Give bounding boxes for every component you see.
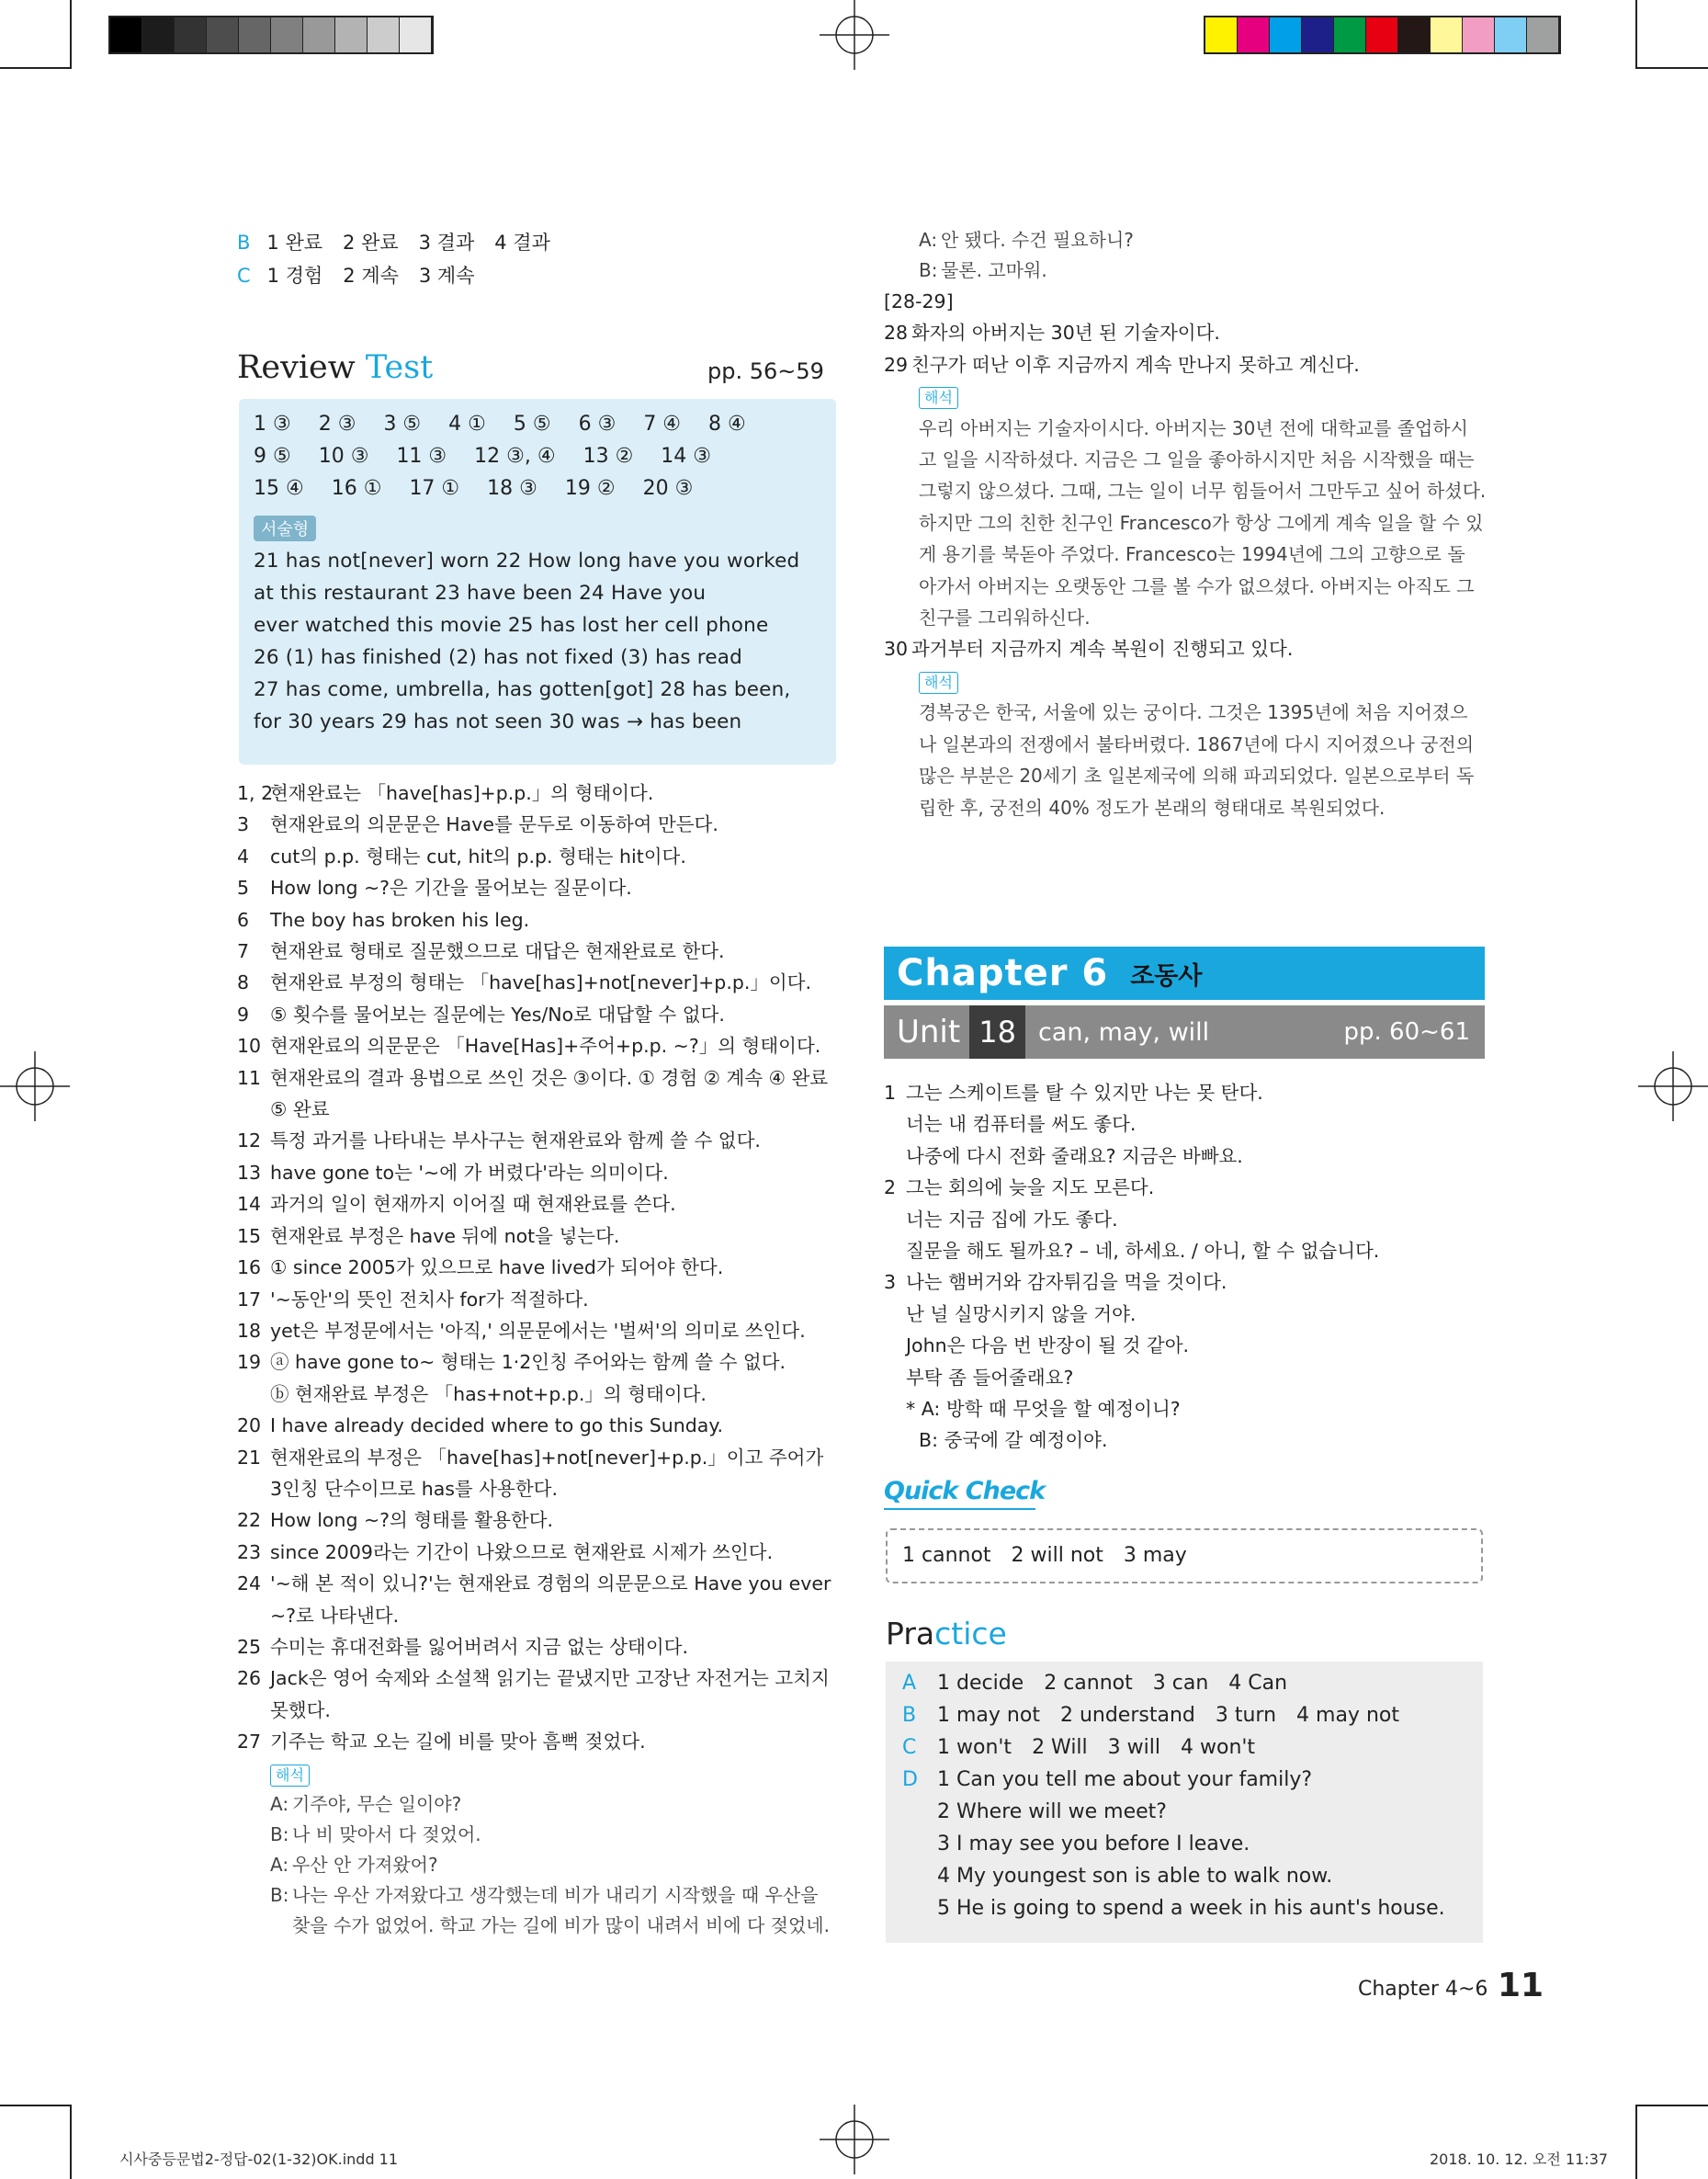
answer-item: 3 ⑤ [383, 413, 422, 436]
explanation-item [237, 1188, 836, 1220]
written-answer-line: for 30 years 29 has not seen 30 was → has been [254, 710, 742, 733]
translation-line: 우리 아버지는 기술자이시다. 아버지는 30년 전에 대학교를 졸업하시 [919, 416, 1468, 439]
dialog-text: 나는 우산 가져왔다고 생각했는데 비가 내리기 시작했을 때 우산을 [292, 1884, 819, 1906]
unit-pages: pp. 60~61 [1343, 1018, 1470, 1046]
practice-item: 1 may not [937, 1704, 1040, 1727]
explanation-number: 6 [237, 908, 250, 931]
explanation-item: 30 과거부터 지금까지 계속 복원이 진행되고 있다. [884, 638, 1294, 661]
translation-line: 고 일을 시작하셨다. 지금은 그 일을 좋아하시지만 처음 시작했을 때는 [919, 448, 1475, 471]
example-number [884, 1108, 906, 1140]
crop-mark [0, 2105, 70, 2106]
explanation-text: 기주는 학교 오는 길에 비를 맞아 흠뻑 젖었다. [270, 1731, 646, 1753]
practice-item: 2 cannot [1044, 1672, 1133, 1695]
gray-swatch [142, 17, 175, 52]
answer-item: 13 ② [583, 445, 634, 468]
explanation-item [237, 1379, 836, 1410]
explanation-item [237, 841, 836, 872]
answer-item: 1 ③ [254, 413, 291, 436]
explanation-text: ⑤ 횟수를 물어보는 질문에는 Yes/No로 대답할 수 없다. [270, 1003, 725, 1026]
answer-item: 5 ⑤ [513, 413, 551, 436]
unit-label: Unit [897, 1014, 961, 1050]
explanation-item [237, 1537, 836, 1568]
section-bc-answers [237, 226, 836, 292]
practice-item: 4 may not [1296, 1704, 1399, 1727]
color-swatch [1431, 17, 1463, 52]
gray-swatch [175, 17, 207, 52]
quick-check-item: 3 may [1123, 1544, 1187, 1567]
explanation-number: 5 [237, 877, 250, 900]
unit-subtitle: can, may, will [1037, 1017, 1210, 1047]
explanation-item [237, 1252, 836, 1283]
example-item [884, 1077, 1486, 1108]
explanation-number: 14 [237, 1193, 262, 1216]
explanation-text: since 2009라는 기간이 나왔으므로 현재완료 시제가 쓰인다. [270, 1540, 774, 1563]
example-number [884, 1204, 906, 1235]
explanation-number: 12 [237, 1129, 262, 1152]
crop-mark [70, 2105, 72, 2179]
gray-swatch [271, 17, 303, 52]
gray-swatch [368, 17, 400, 52]
explanation-item [237, 777, 836, 809]
color-swatch [1238, 17, 1270, 52]
example-text: John은 다음 번 반장이 될 것 같아. [906, 1334, 1190, 1357]
practice-item: 1 decide [937, 1672, 1024, 1695]
example-text: 질문을 해도 될까요? – 네, 하세요. / 아니, 할 수 없습니다. [906, 1240, 1380, 1263]
explanation-text: The boy has broken his leg. [270, 908, 530, 931]
practice-item: 2 understand [1059, 1704, 1195, 1727]
color-swatch-bar [1204, 16, 1561, 54]
practice-row [902, 1796, 1466, 1828]
explanation-text: '~해 본 적이 있니?'는 현재완료 경험의 의문문으로 Have you ever ~?로 나타낸다. [270, 1572, 831, 1627]
example-number: 1 [884, 1082, 897, 1104]
dialog-text: 안 됐다. 수건 필요하니? [941, 229, 1134, 251]
answer-row [254, 472, 821, 505]
example-item [884, 1204, 1486, 1235]
explanation-text: '~동안'의 뜻인 전치사 for가 적절하다. [270, 1288, 589, 1311]
example-text: B: 중국에 갈 예정이야. [919, 1429, 1108, 1452]
explanation-text: ① since 2005가 있으므로 have lived가 되어야 한다. [270, 1256, 724, 1279]
quick-check-underline [884, 1508, 1035, 1510]
explanation-item [237, 1125, 836, 1156]
explanation-item [237, 1631, 836, 1663]
example-number: 2 [884, 1176, 897, 1199]
gray-swatch [207, 17, 239, 52]
practice-row [902, 1860, 1466, 1892]
dialog-line [237, 1789, 836, 1820]
speaker-label: B: [270, 1884, 289, 1906]
explanation-item: 28 화자의 아버지는 30년 된 기술자이다. [884, 322, 1220, 345]
translation-line: 아가서 아버지는 오랫동안 그를 볼 수가 없으셨다. 아버지는 아직도 그 [919, 574, 1475, 597]
explanation-number: 19 [237, 1351, 262, 1374]
practice-row [902, 1892, 1466, 1924]
explanation-text: 현재완료의 부정은 「have[has]+not[never]+p.p.」이고 주어가 3인칭 단수이므로 has를 사용한다. [270, 1446, 824, 1500]
color-swatch [1495, 17, 1527, 52]
example-text: 나는 햄버거와 감자튀김을 먹을 것이다. [906, 1271, 1227, 1294]
gray-swatch [303, 17, 335, 52]
practice-item: 4 won't [1181, 1736, 1256, 1759]
explanation-item [237, 809, 836, 840]
review-test-title: Review Test [237, 349, 434, 386]
explanation-item [237, 936, 836, 967]
speaker-label: B: [270, 1823, 289, 1845]
practice-row [902, 1828, 1466, 1860]
review-answer-box [239, 399, 836, 765]
print-slug-timestamp: 2018. 10. 12. 오전 11:37 [1430, 2151, 1609, 2168]
practice-item: 5 He is going to spend a week in his aunt's house. [937, 1897, 1445, 1920]
chapter-header [884, 947, 1485, 1000]
answer-item: 4 결과 [494, 232, 550, 254]
explanation-text: 현재완료의 의문문은 Have를 문두로 이동하여 만든다. [270, 813, 718, 836]
example-number: 3 [884, 1271, 897, 1294]
translation-line: 많은 부분은 20세기 초 일본제국에 의해 파괴되었다. 일본으로부터 독 [919, 765, 1475, 788]
translation-line: 경복궁은 한국, 서울에 있는 궁이다. 그것은 1395년에 처음 지어졌으 [919, 701, 1468, 724]
quick-check-box [886, 1528, 1483, 1583]
practice-letter [902, 1796, 937, 1828]
explanation-text: Jack은 영어 숙제와 소설책 읽기는 끝냈지만 고장난 자전거는 고치지 못했다. [270, 1667, 830, 1721]
practice-item: 1 won't [937, 1736, 1012, 1759]
explanation-item [237, 1315, 836, 1346]
practice-item: 3 will [1107, 1736, 1160, 1759]
explanation-item [237, 999, 836, 1030]
dialog-line [237, 1911, 836, 1941]
written-answer-line: at this restaurant 23 have been 24 Have you [254, 582, 707, 605]
unit-number: 18 [969, 1005, 1025, 1059]
registration-mark-left [0, 1051, 70, 1121]
answer-item: 16 ① [331, 477, 382, 500]
dialog-text: 우산 안 가져왔어? [292, 1854, 438, 1876]
explanation-number: 9 [237, 1003, 250, 1026]
example-item [884, 1393, 1486, 1424]
footer-chapter-range: Chapter 4~6 [1358, 1978, 1488, 2001]
example-text: * A: 방학 때 무엇을 할 예정이니? [906, 1398, 1181, 1421]
answer-item: 1 완료 [266, 232, 323, 254]
practice-letter: B [902, 1704, 917, 1727]
practice-letter [902, 1892, 937, 1924]
explanation-text: 과거의 일이 현재까지 이어질 때 현재완료를 쓴다. [270, 1193, 676, 1216]
practice-letter [902, 1860, 937, 1892]
answer-item: 17 ① [409, 477, 460, 500]
example-item [884, 1266, 1486, 1298]
speaker-label: A: [919, 229, 938, 251]
speaker-label: A: [270, 1793, 289, 1815]
explanation-text: How long ~?은 기간을 물어보는 질문이다. [270, 877, 632, 900]
explanation-number: 24 [237, 1572, 262, 1595]
dialog-line [237, 1820, 836, 1850]
example-text: 나중에 다시 전화 줄래요? 지금은 바빠요. [906, 1144, 1243, 1167]
translation-line: 친구를 그리워하신다. [919, 607, 1091, 630]
answer-item: 2 ③ [318, 413, 356, 436]
explanation-item [237, 1663, 836, 1726]
crop-mark [1637, 67, 1708, 69]
color-swatch [1270, 17, 1302, 52]
crop-mark [70, 0, 72, 69]
answer-item: 20 ③ [642, 477, 694, 500]
quick-check-title: Quick Check [884, 1477, 1046, 1505]
section-letter: B [237, 232, 251, 254]
chapter-korean-title: 조동사 [1130, 961, 1203, 991]
translation-line: 하지만 그의 친한 친구인 Francesco가 항상 그에게 계속 일을 할 수 있 [919, 511, 1484, 534]
example-item [884, 1108, 1486, 1140]
print-slug-filename: 시사중등문법2-정답-02(1-32)OK.indd 11 [119, 2151, 399, 2168]
example-number [884, 1362, 906, 1393]
dialog-text: 나 비 맞아서 다 젖었어. [292, 1823, 481, 1845]
practice-row [902, 1667, 1466, 1699]
translation-label: 해석 [270, 1765, 310, 1787]
practice-item: 2 Where will we meet? [937, 1800, 1167, 1823]
explanation-number: 22 [237, 1509, 262, 1532]
answer-item: 18 ③ [487, 477, 537, 500]
quick-check-item: 2 will not [1011, 1544, 1103, 1567]
example-item [884, 1172, 1486, 1203]
color-swatch [1527, 17, 1559, 52]
practice-letter [902, 1828, 937, 1860]
explanation-item [237, 1410, 836, 1441]
practice-answer-box [886, 1662, 1483, 1943]
practice-letter: D [902, 1768, 918, 1791]
explanation-number: 16 [237, 1256, 262, 1279]
explanation-item: 29 친구가 떠난 이후 지금까지 계속 만나지 못하고 계신다. [884, 353, 1360, 376]
crop-mark [0, 67, 70, 69]
practice-row [902, 1699, 1466, 1731]
color-swatch [1334, 17, 1366, 52]
written-answer-line: 26 (1) has finished (2) has not fixed (3) has read [254, 646, 743, 669]
chapter-example-list [884, 1077, 1486, 1457]
explanation-item [237, 967, 836, 998]
written-answer-line: 27 has come, umbrella, has gotten[got] 28 has been, [254, 678, 791, 701]
explanation-number: 20 [237, 1414, 262, 1437]
dialog-line [884, 255, 1486, 286]
explanation-number: 25 [237, 1635, 262, 1658]
explanation-number: 8 [237, 971, 250, 994]
practice-letter: C [902, 1736, 917, 1759]
explanation-number: 15 [237, 1224, 262, 1247]
translation-label: 해석 [919, 672, 958, 694]
explanation-item [237, 1220, 836, 1252]
example-number [884, 1299, 906, 1330]
explanation-number [237, 1379, 270, 1410]
answer-line [237, 226, 836, 259]
example-text: 그는 스케이트를 탈 수 있지만 나는 못 탄다. [906, 1082, 1263, 1104]
explanation-text: 특정 과거를 나타내는 부사구는 현재완료와 함께 쓸 수 없다. [270, 1129, 761, 1152]
translation-line: 게 용기를 북돋아 주었다. Francesco는 1994년에 그의 고향으로 돌 [919, 543, 1465, 566]
dialog-text: 물론. 고마워. [941, 259, 1047, 281]
answer-item: 7 ④ [643, 413, 682, 436]
practice-letter: A [902, 1672, 917, 1695]
explanation-text: 현재완료의 의문문은 「Have[Has]+주어+p.p. ~?」의 형태이다. [270, 1035, 821, 1058]
dialog-text: 기주야, 무슨 일이야? [292, 1793, 462, 1815]
registration-mark-bottom [820, 2105, 889, 2174]
explanation-item [237, 1726, 836, 1757]
answer-item: 2 계속 [343, 265, 399, 287]
explanation-item [237, 904, 836, 936]
answer-item: 19 ② [564, 477, 616, 500]
speaker-label: A: [270, 1854, 289, 1876]
explanation-number: 23 [237, 1540, 262, 1563]
answer-item: 3 계속 [418, 265, 475, 287]
example-item [884, 1424, 1486, 1456]
explanation-item [237, 1157, 836, 1188]
practice-item: 4 Can [1228, 1672, 1288, 1695]
explanation-text: I have already decided where to go this Sunday. [270, 1414, 724, 1437]
example-text: 그는 회의에 늦을 지도 모른다. [906, 1176, 1155, 1199]
gray-swatch [400, 17, 432, 52]
answer-item: 6 ③ [578, 413, 616, 436]
practice-item: 2 Will [1032, 1736, 1088, 1759]
translation-line: 립한 후, 궁전의 40% 정도가 본래의 형태대로 복원되었다. [919, 796, 1386, 819]
explanation-text: How long ~?의 형태를 활용한다. [270, 1509, 554, 1532]
explanation-text: 수미는 휴대전화를 잃어버려서 지금 없는 상태이다. [270, 1635, 688, 1658]
explanation-number: 10 [237, 1035, 262, 1058]
explanation-text: have gone to는 '~에 가 버렸다'라는 의미이다. [270, 1161, 669, 1184]
crop-mark [1635, 0, 1637, 69]
gray-swatch [239, 17, 271, 52]
example-item [884, 1330, 1486, 1361]
practice-row [902, 1764, 1466, 1796]
example-text: 부탁 좀 들어줄래요? [906, 1366, 1074, 1389]
explanation-item [237, 1062, 836, 1126]
explanation-number: 4 [237, 845, 250, 868]
range-label: [28-29] [884, 290, 954, 312]
section-letter: C [237, 265, 251, 287]
answer-item: 1 경험 [266, 265, 323, 287]
registration-mark-top [820, 0, 889, 70]
color-swatch [1398, 17, 1431, 52]
dialog-text: 찾을 수가 없었어. 학교 가는 길에 비가 많이 내려서 비에 다 젖었네. [292, 1914, 830, 1936]
color-swatch [1302, 17, 1334, 52]
practice-item: 3 I may see you before I leave. [937, 1833, 1250, 1856]
explanation-number: 1, 2 [237, 782, 274, 804]
translation-line: 그렇지 않으셨다. 그때, 그는 일이 너무 힘들어서 그만두고 싶어 하셨다. [919, 480, 1487, 503]
speaker-label: B: [919, 259, 938, 281]
explanation-number: 18 [237, 1319, 262, 1342]
page-number: 11 [1498, 1967, 1544, 2004]
gray-swatch [335, 17, 368, 52]
color-swatch [1463, 17, 1495, 52]
example-text: 난 널 실망시키지 않을 거야. [906, 1302, 1137, 1325]
answer-item: 8 ④ [708, 413, 746, 436]
color-swatch [1366, 17, 1398, 52]
answer-item: 11 ③ [396, 445, 447, 468]
explanation-text: yet은 부정문에서는 '아직,' 의문문에서는 '벌써'의 의미로 쓰인다. [270, 1319, 806, 1342]
explanation-text: 현재완료 부정의 형태는 「have[has]+not[never]+p.p.」이다. [270, 971, 811, 994]
answer-item: 2 완료 [343, 232, 399, 254]
explanation-text: cut의 p.p. 형태는 cut, hit의 p.p. 형태는 hit이다. [270, 845, 686, 868]
practice-item: 3 can [1152, 1672, 1209, 1695]
practice-row [902, 1731, 1466, 1764]
grayscale-swatch-bar [108, 16, 434, 54]
answer-item: 15 ④ [254, 477, 304, 500]
dialog-line [237, 1880, 836, 1911]
explanation-text: ⓐ have gone to~ 형태는 1·2인칭 주어와는 함께 쓸 수 없다. [270, 1351, 786, 1374]
answer-item: 4 ① [448, 413, 486, 436]
example-number [884, 1424, 906, 1456]
practice-item: 4 My youngest son is able to walk now. [937, 1865, 1333, 1888]
explanation-list [237, 777, 836, 1941]
crop-mark [1635, 2105, 1637, 2179]
chapter-title: Chapter 6 [897, 952, 1109, 994]
example-item [884, 1299, 1486, 1330]
example-item [884, 1141, 1486, 1172]
answer-line [237, 259, 836, 292]
explanation-text: 현재완료의 결과 용법으로 쓰인 것은 ③이다. ① 경험 ② 계속 ④ 완료 ⑤ 완료 [270, 1066, 829, 1121]
crop-mark [1637, 2105, 1708, 2106]
written-answer-line: 21 has not[never] worn 22 How long have you worked [254, 550, 800, 573]
explanation-item [237, 1504, 836, 1536]
example-number [884, 1393, 906, 1424]
answer-row [254, 440, 821, 472]
example-text: 너는 지금 집에 가도 좋다. [906, 1208, 1118, 1231]
review-test-pages: pp. 56~59 [707, 358, 824, 384]
practice-item: 3 turn [1215, 1704, 1277, 1727]
answer-item: 12 ③, ④ [474, 445, 556, 468]
explanation-text: ⓑ 현재완료 부정은 「has+not+p.p.」의 형태이다. [270, 1382, 707, 1405]
translation-label: 해석 [919, 387, 958, 409]
explanation-item [237, 1030, 836, 1061]
dialog-line [884, 225, 1486, 255]
registration-mark-right [1638, 1051, 1708, 1121]
explanation-item [237, 1442, 836, 1505]
explanation-number: 17 [237, 1288, 262, 1311]
color-swatch [1205, 17, 1238, 52]
explanation-number: 11 [237, 1066, 262, 1089]
explanation-text: 현재완료는 「have[has]+p.p.」의 형태이다. [270, 782, 654, 804]
example-number [884, 1141, 906, 1172]
right-explanations [884, 225, 1486, 823]
translation-line: 나 일본과의 전쟁에서 불타버렸다. 1867년에 다시 지어졌으나 궁전의 [919, 732, 1475, 755]
example-text: 너는 내 컴퓨터를 써도 좋다. [906, 1113, 1137, 1136]
practice-item: 1 Can you tell me about your family? [937, 1768, 1313, 1791]
explanation-item [237, 1346, 836, 1378]
explanation-text: 현재완료 부정은 have 뒤에 not을 넣는다. [270, 1224, 620, 1247]
explanation-item [237, 1284, 836, 1315]
example-number [884, 1330, 906, 1361]
quick-check-item: 1 cannot [902, 1544, 991, 1567]
unit-header [884, 1005, 1485, 1059]
answer-item: 10 ③ [318, 445, 369, 468]
answer-item: 14 ③ [661, 445, 712, 468]
answer-item: 9 ⑤ [254, 445, 291, 468]
example-item [884, 1235, 1486, 1266]
practice-title: Practice [886, 1616, 1007, 1651]
explanation-number: 7 [237, 940, 250, 963]
explanation-number: 26 [237, 1667, 262, 1690]
written-answer-line: ever watched this movie 25 has lost her cell phone [254, 614, 769, 637]
explanation-item [237, 1568, 836, 1631]
explanation-number: 27 [237, 1731, 262, 1753]
explanation-item [237, 872, 836, 903]
explanation-number: 21 [237, 1446, 262, 1469]
answer-row [254, 408, 821, 440]
written-answer-label: 서술형 [254, 516, 316, 541]
example-number [884, 1235, 906, 1266]
explanation-text: 현재완료 형태로 질문했으므로 대답은 현재완료로 한다. [270, 940, 725, 963]
answer-item: 3 결과 [418, 232, 475, 254]
dialog-line [237, 1850, 836, 1880]
example-item [884, 1362, 1486, 1393]
explanation-number: 3 [237, 813, 250, 836]
explanation-number: 13 [237, 1161, 262, 1184]
gray-swatch [110, 17, 142, 52]
